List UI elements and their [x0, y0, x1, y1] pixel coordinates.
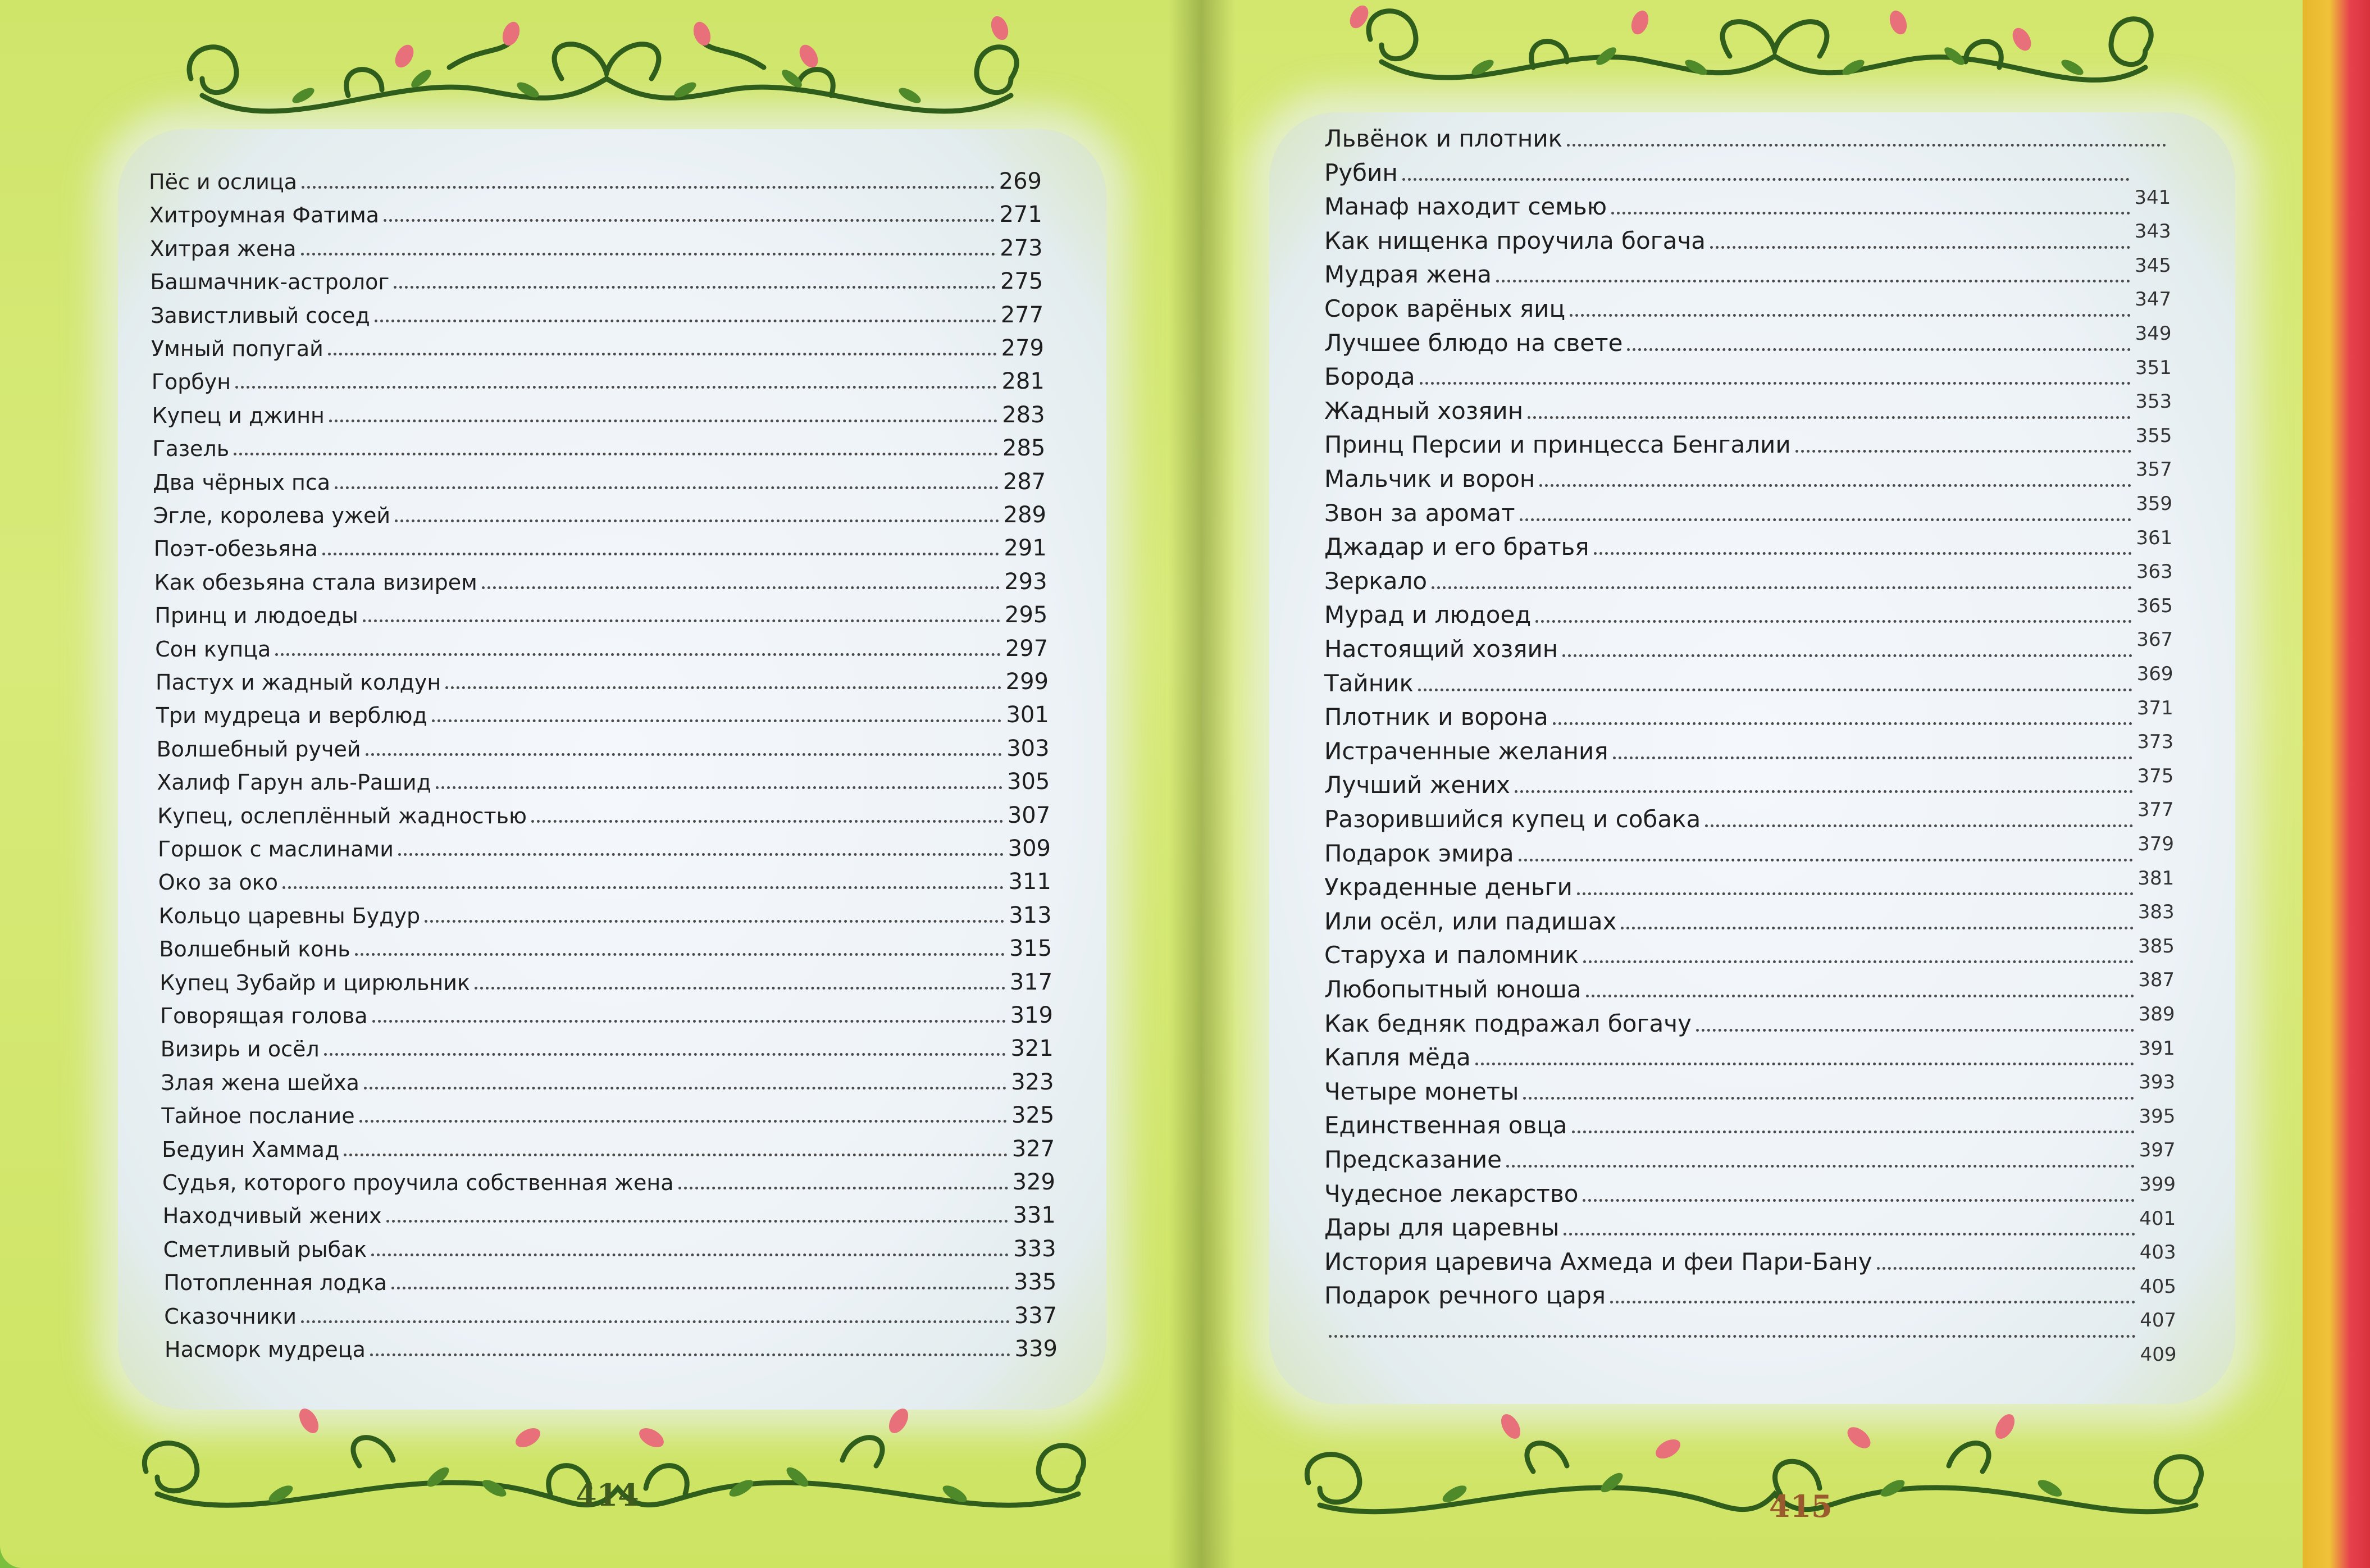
toc-entry-page: 335	[1014, 1269, 1057, 1296]
toc-entry-title: Купец, ослеплённый жадностью	[157, 803, 527, 828]
toc-entry-leader	[1402, 178, 2130, 181]
toc-entry-leader	[1535, 620, 2132, 623]
toc-entry-page: 337	[1014, 1302, 1058, 1329]
toc-entry-page: 341	[2134, 186, 2171, 209]
toc-entry-title: Лучший жених	[1324, 771, 1510, 799]
toc-entry-page: 397	[2139, 1139, 2176, 1162]
toc-entry	[1324, 1312, 2177, 1366]
toc-entry-title: Предсказание	[1324, 1146, 1502, 1173]
toc-entry-leader	[1611, 212, 2130, 215]
toc-entry-page: 275	[1000, 268, 1043, 295]
toc-entry-title: Как нищенка проучила богача	[1324, 226, 1706, 254]
toc-entry-leader	[1567, 144, 2166, 147]
toc-entry-title: Подарок речного царя	[1324, 1282, 1606, 1310]
toc-entry-title: Старуха и паломник	[1324, 941, 1579, 969]
toc-entry-page: 281	[1001, 368, 1045, 395]
toc-entry-page: 273	[1000, 235, 1043, 261]
toc-entry-title: Горбун	[151, 370, 231, 395]
toc-entry-title: Принц и людоеды	[154, 603, 358, 628]
toc-entry-title: Волшебный ручей	[156, 736, 361, 762]
toc-entry-title: Поэт-обезьяна	[153, 536, 318, 562]
toc-entry-title: Подарок эмира	[1324, 839, 1514, 867]
toc-entry-title: Горшок с маслинами	[158, 837, 394, 862]
toc-entry-leader	[1564, 1233, 2135, 1236]
toc-entry-page: 395	[2139, 1105, 2176, 1128]
toc-entry-leader	[1877, 1267, 2135, 1270]
toc-entry-page: 409	[2140, 1343, 2177, 1366]
toc-entry-page: 329	[1012, 1169, 1055, 1195]
toc-entry-page: 351	[2135, 356, 2172, 379]
toc-entry-page: 333	[1013, 1236, 1056, 1262]
toc-entry-title: Насморк мудреца	[165, 1337, 366, 1362]
toc-entry-title: Любопытный юноша	[1324, 976, 1581, 1003]
toc-entry-leader	[1710, 246, 2130, 249]
toc-entry-page: 291	[1004, 535, 1047, 562]
toc-entry-title: Мурад и людоед	[1324, 601, 1532, 629]
toc-entry-title: Жадный хозяин	[1324, 396, 1524, 425]
toc-entry-page: 339	[1014, 1336, 1058, 1362]
toc-entry-title: Истраченные желания	[1324, 737, 1608, 765]
toc-entry-leader	[1696, 1029, 2134, 1032]
toc-entry-title: Или осёл, или падишах	[1324, 907, 1617, 935]
toc-entry-title: История царевича Ахмеда и феи Пари-Бану	[1324, 1247, 1872, 1275]
toc-entry-title: Капля мёда	[1324, 1043, 1471, 1072]
toc-entry-leader	[1506, 1165, 2135, 1168]
toc-entry-title: Сметливый рыбак	[163, 1237, 367, 1262]
toc-entry-leader	[1621, 927, 2134, 929]
toc-entry-page: 289	[1003, 502, 1046, 528]
toc-entry-title: Сказочники	[164, 1303, 297, 1329]
toc-entry-title: Мудрая жена	[1324, 261, 1492, 289]
toc-entry-page: 393	[2139, 1071, 2176, 1094]
toc-entry-title: Мальчик и ворон	[1324, 465, 1535, 493]
toc-entry-page: 407	[2140, 1309, 2177, 1332]
toc-entry-page: 309	[1008, 836, 1051, 862]
toc-entry-page: 405	[2139, 1275, 2176, 1298]
toc-entry-page: 363	[2136, 560, 2173, 584]
toc-entry-page: 347	[2135, 288, 2172, 311]
toc-entry-leader	[1570, 314, 2131, 317]
toc-entry-page: 295	[1005, 602, 1048, 628]
toc-entry-title: Судья, которого проучила собственная жена	[162, 1170, 674, 1195]
toc-entry-page: 327	[1011, 1136, 1055, 1162]
toc-entry-page: 381	[2137, 867, 2175, 890]
toc-entry-title: Звон за аромат	[1324, 499, 1515, 527]
toc-entry-title: Украденные деньги	[1324, 873, 1573, 901]
toc-entry-title: Говорящая голова	[160, 1004, 368, 1028]
toc-entry-title: Хитроумная Фатима	[149, 203, 380, 228]
toc-entry	[1324, 121, 2171, 152]
toc-entry	[1324, 1278, 2177, 1332]
toc-entry-leader	[1553, 722, 2132, 725]
toc-entry-leader	[1519, 859, 2134, 862]
toc-entry-page: 349	[2135, 322, 2172, 345]
toc-entry-title: Визирь и осёл	[160, 1037, 320, 1062]
toc-entry-leader	[1432, 586, 2132, 589]
toc-entry-title: Четыре монеты	[1324, 1077, 1519, 1105]
toc-entry-page: 305	[1007, 769, 1050, 795]
toc-entry-title: Манаф находит семью	[1324, 193, 1607, 221]
toc-entry-title: Джадар и его братья	[1324, 533, 1589, 561]
toc-entry-page: 355	[2135, 424, 2172, 447]
toc-entry-leader	[1420, 382, 2131, 385]
toc-entry-page: 385	[2137, 935, 2175, 958]
toc-entry-page: 373	[2137, 731, 2174, 754]
toc-entry-title: Зеркало	[1324, 567, 1428, 595]
toc-entry-title: Волшебный конь	[159, 937, 350, 962]
toc-entry-page: 367	[2136, 628, 2173, 651]
toc-entry-page: 285	[1002, 435, 1046, 462]
toc-entry-leader	[1627, 348, 2130, 351]
toc-entry-page: 325	[1011, 1102, 1055, 1129]
toc-entry-page: 307	[1007, 802, 1051, 828]
toc-entry-title: Чудесное лекарство	[1324, 1179, 1579, 1207]
toc-entry-leader	[1528, 416, 2131, 419]
toc-entry-page: 399	[2139, 1173, 2176, 1196]
toc-entry-page: 343	[2134, 220, 2171, 243]
toc-entry-page: 311	[1008, 869, 1051, 895]
toc-entry-page: 293	[1004, 568, 1047, 595]
toc-entry-page: 345	[2134, 254, 2171, 277]
toc-entry-page: 319	[1010, 1002, 1053, 1028]
toc-entry-title: Купец Зубайр и цирюльник	[159, 970, 470, 995]
toc-entry-page: 361	[2136, 526, 2173, 549]
toc-entry-page: 357	[2135, 458, 2172, 481]
toc-entry-leader	[1520, 518, 2132, 521]
toc-entry-title: Газель	[152, 436, 230, 462]
page-number-right: 415	[1769, 1488, 1833, 1524]
toc-entry-title: Тайник	[1324, 669, 1414, 697]
toc-entry-title: Единственная овца	[1324, 1111, 1567, 1139]
toc-entry-title: Завистливый сосед	[151, 303, 370, 328]
toc-entry-page: 369	[2136, 663, 2173, 685]
toc-entry-title: Львёнок и плотник	[1324, 125, 1563, 152]
toc-entry-leader	[1795, 450, 2131, 453]
toc-entry-leader	[1583, 960, 2134, 963]
toc-entry-leader	[1610, 1301, 2135, 1303]
toc-entry-leader	[1583, 1199, 2135, 1202]
toc-entry-leader	[1329, 1335, 2136, 1338]
toc-entry-title: Рубин	[1324, 158, 1398, 186]
toc-entry-page: 375	[2137, 764, 2174, 787]
toc-entry-page: 303	[1006, 735, 1050, 762]
toc-entry-title: Как обезьяна стала визирем	[154, 569, 477, 595]
toc-entry-leader	[1475, 1063, 2134, 1065]
page-number-left: 414	[576, 1477, 639, 1513]
toc-entry-page: 403	[2139, 1241, 2176, 1264]
toc-entry-title: Три мудреца и верблюд	[156, 703, 427, 728]
toc-entry-page: 297	[1005, 635, 1049, 662]
toc-entry-page: 387	[2138, 969, 2175, 992]
toc-entry-title: Два чёрных пса	[153, 470, 331, 495]
toc-entry-page: 331	[1013, 1202, 1056, 1229]
toc-entry-title: Бедуин Хаммад	[162, 1137, 340, 1162]
toc-entry-title: Сорок варёных яиц	[1324, 295, 1566, 322]
toc-entry-title: Борода	[1324, 363, 1415, 391]
toc-entry-page: 271	[999, 202, 1042, 228]
toc-entry-title: Плотник и ворона	[1324, 703, 1548, 731]
toc-entry-title: Башмачник-астролог	[150, 270, 390, 295]
toc-entry-page: 301	[1006, 702, 1049, 728]
toc-entry-leader	[1572, 1131, 2135, 1133]
toc-entry-title: Лучшее блюдо на свете	[1324, 329, 1623, 357]
toc-entry-leader	[1523, 1097, 2134, 1100]
toc-entry-title: Хитрая жена	[149, 236, 297, 261]
toc-entry-title: Кольцо царевны Будур	[158, 903, 421, 928]
toc-entry-leader	[1496, 280, 2130, 282]
toc-entry-page: 315	[1009, 936, 1052, 962]
toc-entry-title: Сон купца	[155, 636, 271, 662]
toc-entry-title: Тайное послание	[161, 1104, 355, 1129]
toc-entry-page: 313	[1009, 902, 1052, 928]
toc-entry-page: 359	[2136, 493, 2172, 515]
toc-entry-page: 283	[1002, 402, 1045, 428]
toc-entry-leader	[1515, 790, 2133, 793]
toc-entry-title: Как бедняк подражал богачу	[1324, 1009, 1692, 1037]
toc-entry-leader	[1577, 892, 2134, 895]
toc-entry-title: Дары для царевны	[1324, 1214, 1560, 1242]
toc-entry-title: Находчивый жених	[162, 1204, 382, 1229]
toc-entry-leader	[1539, 484, 2131, 487]
toc-entry-leader	[1613, 756, 2133, 759]
toc-entry-leader	[1586, 995, 2134, 997]
toc-entry-page: 277	[1000, 302, 1044, 328]
toc-entry-title: Купец и джинн	[152, 403, 325, 428]
toc-entry-title: Пёс и ослица	[149, 170, 297, 194]
toc-entry-page: 323	[1011, 1069, 1054, 1095]
toc-entry-leader	[1705, 824, 2133, 827]
toc-entry-title: Настоящий хозяин	[1324, 635, 1558, 663]
toc-entry-title: Принц Персии и принцесса Бенгалии	[1324, 431, 1791, 459]
toc-entry-title: Потопленная лодка	[163, 1270, 388, 1296]
toc-entry-page: 279	[1001, 335, 1044, 361]
toc-entry-title: Халиф Гарун аль-Рашид	[157, 770, 431, 795]
toc-entry-title: Эгле, королева ужей	[153, 503, 391, 528]
toc-entry-leader	[1594, 552, 2132, 555]
toc-entry-leader	[1562, 654, 2132, 657]
toc-entry-title: Злая жена шейха	[161, 1070, 359, 1095]
toc-entry-page: 321	[1010, 1036, 1054, 1062]
toc-entry-page: 317	[1009, 969, 1053, 995]
toc-entry-title: Око за око	[158, 870, 279, 895]
toc-entry-page: 269	[999, 168, 1042, 194]
toc-entry-page: 353	[2135, 390, 2172, 413]
toc-entry-page: 391	[2138, 1037, 2175, 1060]
toc-entry-title: Пастух и жадный колдун	[156, 670, 441, 695]
toc-entry-page: 389	[2138, 1003, 2175, 1025]
toc-entry-leader	[1418, 689, 2132, 691]
toc-entry-page: 377	[2137, 799, 2174, 822]
toc-entry-page: 401	[2139, 1207, 2176, 1230]
toc-entry-title: Умный попугай	[151, 336, 323, 361]
toc-entry-page: 383	[2137, 901, 2175, 924]
toc-entry-page: 371	[2136, 696, 2173, 719]
toc-entry-page: 365	[2136, 594, 2173, 617]
toc-entry-page: 287	[1002, 468, 1046, 495]
toc-entry-page: 379	[2137, 833, 2174, 855]
toc-entry-page: 299	[1005, 669, 1049, 695]
toc-entry-title: Разорившийся купец и собака	[1324, 805, 1701, 833]
